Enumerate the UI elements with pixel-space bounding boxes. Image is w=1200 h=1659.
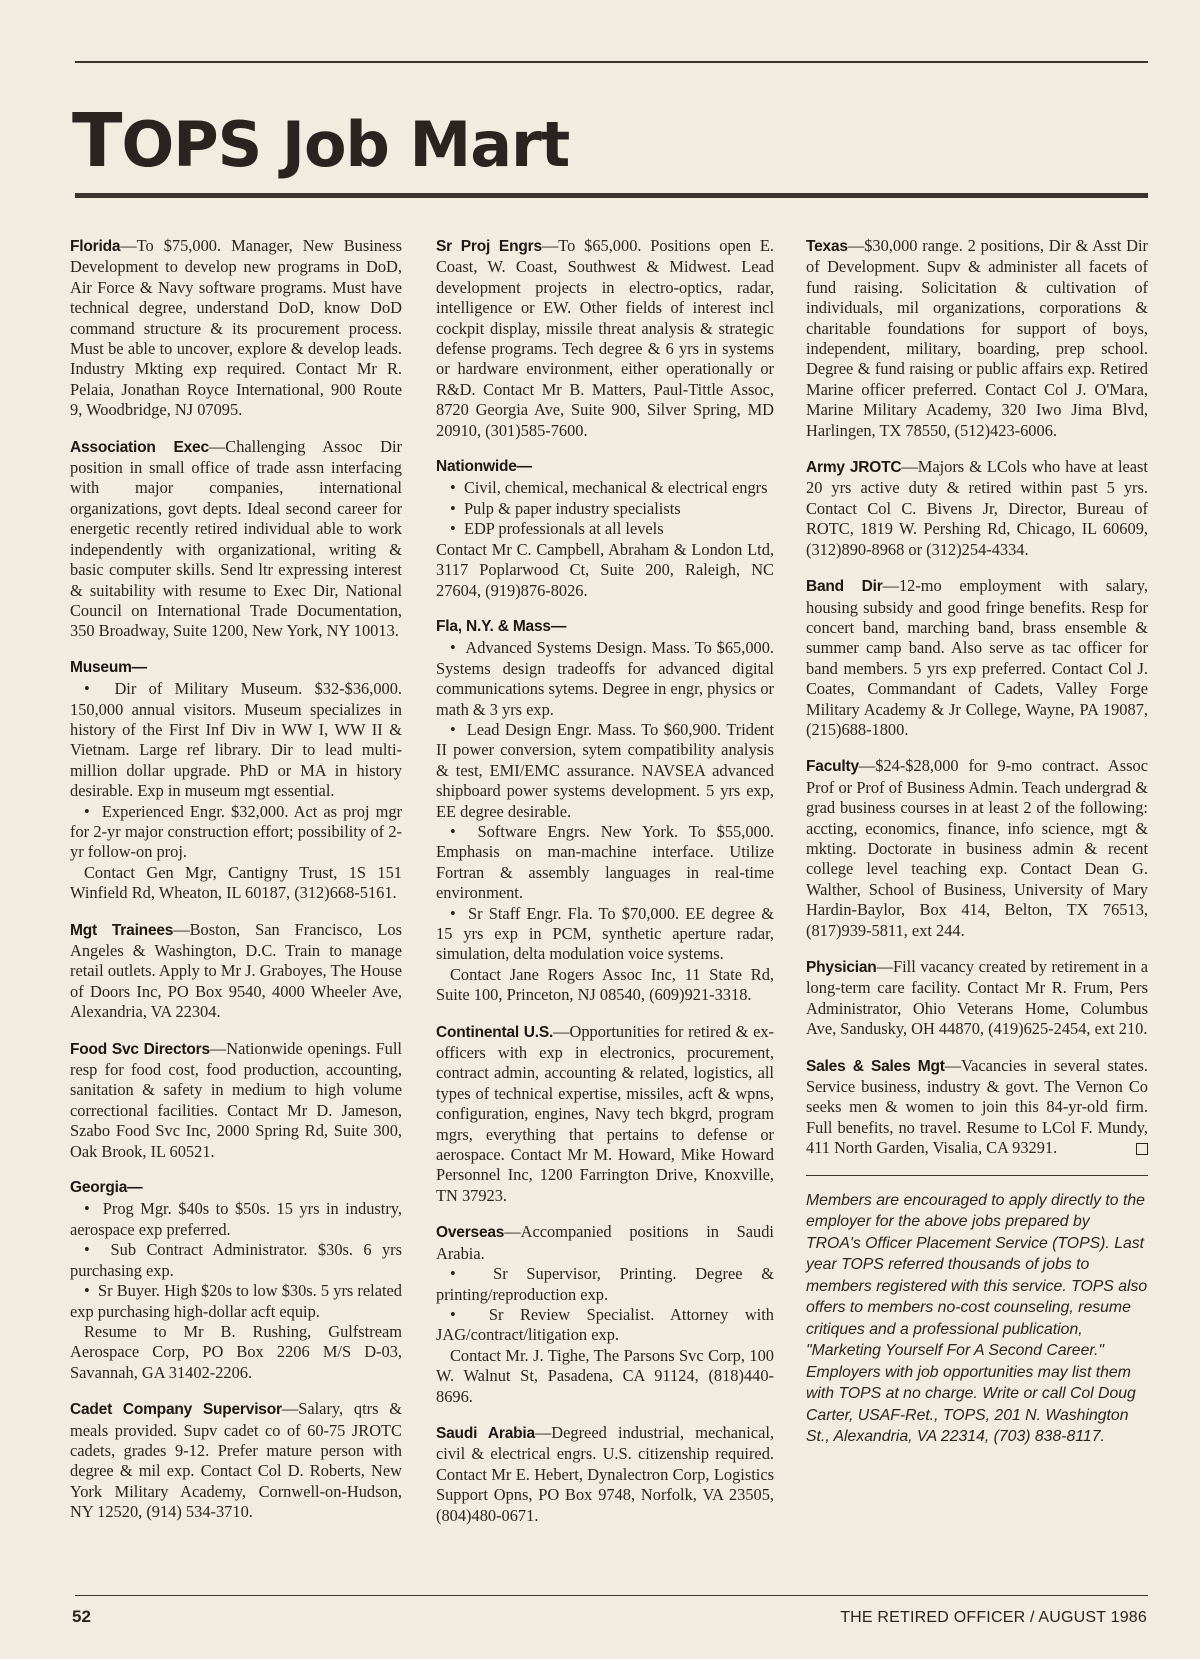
- listing-heading: Sales & Sales Mgt: [806, 1057, 945, 1075]
- listing-body: —To $75,000. Manager, New Business Development to develop new programs in DoD, Air Force & Navy software programs. Must have technical degree, understand DoD, know DoD command structure & its procurement process. Must be able to uncover, explore & develop leads. Industry Mkting exp required. Contact Mr R. Pelaia, Jonathan Royce International, 900 Route 9, Woodbridge, NJ 07095.: [70, 236, 402, 420]
- listing-heading: Army JROTC: [806, 459, 902, 477]
- listing-bullet: • Civil, chemical, mechanical & electrical engrs: [436, 478, 774, 498]
- listing-texas: [806, 236, 1148, 441]
- listing-heading: Museum—: [70, 658, 147, 676]
- listing-heading: Association Exec: [70, 438, 209, 456]
- listing-contact: Resume to Mr B. Rushing, Gulfstream Aerospace Corp, PO Box 2206 M/S D-03, Savannah, GA 31402-2206.: [70, 1321, 402, 1382]
- listing-florida: [70, 236, 402, 421]
- listing-contact: Contact Mr. J. Tighe, The Parsons Svc Corp, 100 W. Walnut St, Pasadena, CA 91124, (818)440-8696.: [436, 1345, 774, 1406]
- listing-body: —12-mo employment with salary, housing subsidy and good fringe benefits. Resp for concert band, marching band, brass ensemble & summer camp band. Also serve as tac officer for band members. 5 yrs exp preferred. Contact Col J. Coates, Commandant of Cadets, Valley Forge Military Academy & Jr College, Wayne, PA 19087, (215)688-1800.: [806, 576, 1148, 739]
- listing-bullet: • Sr Buyer. High $20s to low $30s. 5 yrs related exp purchasing high-dollar acft equip.: [70, 1281, 402, 1322]
- members-note: Members are encouraged to apply directly to the employer for the above jobs prepared by TROA's Officer Placement Service (TOPS). Last year TOPS referred thousands of jobs to members registered with this service. TOPS also offers to members no-cost counseling, resume critiques and a professional publication, "Marketing Yourself For A Second Career." Employers with job opportunities may list them with TOPS at no charge. Write or call Col Doug Carter, USAF-Ret., TOPS, 201 N. Washington St., Alexandria, VA 22314, (703) 838-8117.: [806, 1191, 1148, 1446]
- listing-contact: Contact Mr C. Campbell, Abraham & London Ltd, 3117 Poplarwood Ct, Suite 200, Raleigh, NC 27604, (919)876-8026.: [436, 539, 774, 600]
- listing-bullet: • Sr Supervisor, Printing. Degree & printing/reproduction exp.: [436, 1264, 774, 1305]
- listing-bullet: • Software Engrs. New York. To $55,000. Emphasis on man-machine interface. Utilize Fortran & assembly languages in real-time environment.: [436, 822, 774, 904]
- listing-cadet-company-supervisor: [70, 1399, 402, 1522]
- listing-body: —Boston, San Francisco, Los Angeles & Washington, D.C. Train to manage retail outlets. Apply to Mr J. Graboyes, The House of Doors Inc, PO Box 9540, 4000 Wheeler Ave, Alexandria, VA 22304.: [70, 919, 402, 1022]
- listing-heading: Nationwide—: [436, 458, 532, 476]
- listing-bullet: • Advanced Systems Design. Mass. To $65,000. Systems design tradeoffs for advanced digital communications sytems. Degree in engr, physics or math & 3 yrs exp.: [436, 638, 774, 720]
- listing-heading: Sr Proj Engrs: [436, 238, 542, 255]
- listing-body: —Fill vacancy created by retirement in a long-term care facility. Contact Mr R. Frum, Pers Administrator, Ohio Veterans Home, Columbus Ave, Sandusky, OH 44870, (419)625-2454, ext 210.: [806, 957, 1148, 1039]
- listing-continental-us: [436, 1022, 774, 1207]
- listing-bullet: • Lead Design Engr. Mass. To $60,900. Trident II power conversion, sytem compatibility analysis & test, EMI/EMC assurance. NAVSEA advanced shipboard power systems development. 5 yrs exp, EE degree desirable.: [436, 720, 774, 822]
- listing-heading: Florida: [70, 238, 121, 255]
- listing-bullet: • Sr Staff Engr. Fla. To $70,000. EE degree & 15 yrs exp in PCM, synthetic aperture radar, simulation, delta modulation voice systems.: [436, 904, 774, 965]
- running-footer: THE RETIRED OFFICER / AUGUST 1986: [840, 1609, 1147, 1626]
- listing-heading: Texas: [806, 238, 848, 255]
- listing-heading: Georgia—: [70, 1179, 143, 1197]
- listing-bullet: • Sub Contract Administrator. $30s. 6 yrs purchasing exp.: [70, 1240, 402, 1281]
- listing-body: —$24-$28,000 for 9-mo contract. Assoc Prof or Prof of Business Admin. Teach undergrad & grad business courses in at least 2 of the following: accting, economics, finance, info science, mgt & mkting. Doctorate in business admin & recent college level teaching exp. Contact Dean G. Walther, School of Business, University of Mary Hardin-Baylor, Box 414, Belton, TX 76513, (817)939-5811, ext 244.: [806, 756, 1148, 940]
- listing-georgia: [70, 1178, 402, 1383]
- listing-overseas: [436, 1222, 774, 1407]
- listing-heading: Saudi Arabia: [436, 1424, 535, 1442]
- listing-body: —Majors & LCols who have at least 20 yrs active duty & retired within past 5 yrs. Contact Col C. Bivens Jr, Director, Bureau of ROTC, 1819 W. Pershing Rd, Chicago, IL 60609, (312)890-8968 or (312)254-4334.: [806, 457, 1148, 559]
- listing-sr-proj-engrs: [436, 236, 774, 441]
- listing-food-svc-directors: [70, 1039, 402, 1162]
- column-1: [70, 236, 402, 1539]
- listing-bullet: • Pulp & paper industry specialists: [436, 499, 774, 519]
- listing-nationwide: [436, 457, 774, 601]
- listing-bullet: • Dir of Military Museum. $32-$36,000. 150,000 annual visitors. Museum specializes in history of the First Inf Div in WW I, WW II & Vietnam. Large ref library. Dir to lead multi-million dollar upgrade. PhD or MA in history desirable. Exp in museum mgt essential.: [70, 679, 402, 801]
- listing-body: —Nationwide openings. Full resp for food cost, food production, accounting, sanitation & safety in medium to high volume correctional facilities. Contact Mr D. Jameson, Szabo Food Svc Inc, 2000 Spring Rd, Suite 300, Oak Brook, IL 60521.: [70, 1038, 402, 1161]
- listing-bullet: • Prog Mgr. $40s to $50s. 15 yrs in industry, aerospace exp preferred.: [70, 1199, 402, 1240]
- listing-heading: Food Svc Directors: [70, 1040, 210, 1058]
- page-number: 52: [72, 1607, 91, 1626]
- listing-bullet: • Sr Review Specialist. Attorney with JAG/contract/litigation exp.: [436, 1305, 774, 1346]
- listing-body: —Challenging Assoc Dir position in small office of trade assn interfacing with major companies, international organizations, govt depts. Ideal second career for energetic recently retired individual able to work independently with organizational, writing & basic computer skills. Send ltr expressing interest & suitability with resume to Exec Dir, National Council on International Trade Documentation, 350 Broadway, Suite 1200, New York, NY 10013.: [70, 436, 402, 641]
- listing-mgt-trainees: [70, 920, 402, 1023]
- listing-contact: Contact Jane Rogers Assoc Inc, 11 State Rd, Suite 100, Princeton, NJ 08540, (609)921-3318.: [436, 964, 774, 1005]
- listing-body: —Opportunities for retired & ex-officers with exp in electronics, procurement, contract admin, accounting & related, logistics, all types of technical expertise, missiles, acft & wpns, configuration, engines, Navy tech bkgrd, program mgrs, everything that pertains to defense or aerospace. Contact Mr M. Howard, Mike Howard Personnel Inc, 1200 Farrington Drive, Knoxville, TN 37923.: [436, 1021, 775, 1205]
- listing-body: —Degreed industrial, mechanical, civil & electrical engrs. U.S. citizenship required. Contact Mr E. Hebert, Dynalectron Corp, Logistics Support Opns, PO Box 9748, Norfolk, VA 23505, (804)480-0671.: [436, 1422, 774, 1525]
- listing-heading: Cadet Company Supervisor: [70, 1401, 282, 1419]
- listing-body: —Accompanied positions in Saudi Arabia.: [436, 1222, 774, 1263]
- top-rule: [75, 61, 1148, 63]
- listing-heading: Band Dir: [806, 578, 883, 596]
- listing-physician: [806, 957, 1148, 1040]
- listing-army-jrotc: [806, 457, 1148, 560]
- column-2: [436, 236, 774, 1542]
- column-3: [806, 236, 1148, 1448]
- listing-association-exec: [70, 437, 402, 642]
- listing-body: —$30,000 range. 2 positions, Dir & Asst Dir of Development. Supv & administer all facets of fund raising. Solicitation & cultivation of individuals, mil organizations, corporations & charitable foundations for support of boys, independent, military, boarding, prep school. Degree & fund raising or public affairs exp. Retired Marine officer preferred. Contact Col J. O'Mara, Marine Military Academy, 320 Iwo Jima Blvd, Harlingen, TX 78550, (512)423-6006.: [806, 236, 1148, 440]
- listing-saudi-arabia: [436, 1423, 774, 1526]
- listing-heading: Mgt Trainees: [70, 921, 174, 939]
- title-rule: [75, 193, 1148, 198]
- listing-body: —To $65,000. Positions open E. Coast, W. Coast, Southwest & Midwest. Lead development projects in electro-optics, radar, intelligence or EW. Other fields of interest incl cockpit display, missile threat analysis & strategic defense programs. Tech degree & 6 yrs in systems or hardware environment, either operationally or R&D. Contact Mr B. Matters, Paul-Tittle Assoc, 8720 Georgia Ave, Suite 900, Silver Spring, MD 20910, (301)585-7600.: [436, 236, 774, 440]
- listing-body: —Salary, qtrs & meals provided. Supv cadet co of 60-75 JROTC cadets, grades 9-12. Prefer mature person with degree & mil exp. Contact Col D. Roberts, New York Military Academy, Cornwell-on-Hudson, NY 12520, (914) 534-3710.: [70, 1399, 402, 1522]
- listing-sales-sales-mgt: [806, 1056, 1148, 1159]
- listing-band-dir: [806, 576, 1148, 740]
- listing-bullet: • EDP professionals at all levels: [436, 519, 774, 539]
- end-mark-icon: [1136, 1143, 1148, 1155]
- listing-bullet: • Experienced Engr. $32,000. Act as proj mgr for 2-yr major construction effort; possibility of 2-yr follow-on proj.: [70, 802, 402, 863]
- listing-museum: [70, 658, 402, 904]
- page-title: TOPS Job Mart: [72, 98, 570, 184]
- listing-contact: Contact Gen Mgr, Cantigny Trust, 1S 151 Winfield Rd, Wheaton, IL 60187, (312)668-5161.: [70, 862, 402, 903]
- listing-fla-ny-mass: [436, 617, 774, 1006]
- listing-faculty: [806, 756, 1148, 941]
- footer-rule: [75, 1595, 1148, 1596]
- listing-heading: Physician: [806, 959, 877, 976]
- listing-heading: Overseas: [436, 1224, 505, 1242]
- note-rule: [806, 1175, 1148, 1176]
- listing-heading: Faculty: [806, 758, 859, 776]
- listing-heading: Continental U.S.: [436, 1023, 554, 1041]
- listing-body: —Vacancies in several states. Service business, industry & govt. The Vernon Co seeks men & women to join this 84-yr-old firm. Full benefits, no travel. Resume to LCol F. Mundy, 411 North Garden, Visalia, CA 93291.: [806, 1055, 1148, 1158]
- listing-heading: Fla, N.Y. & Mass—: [436, 617, 567, 635]
